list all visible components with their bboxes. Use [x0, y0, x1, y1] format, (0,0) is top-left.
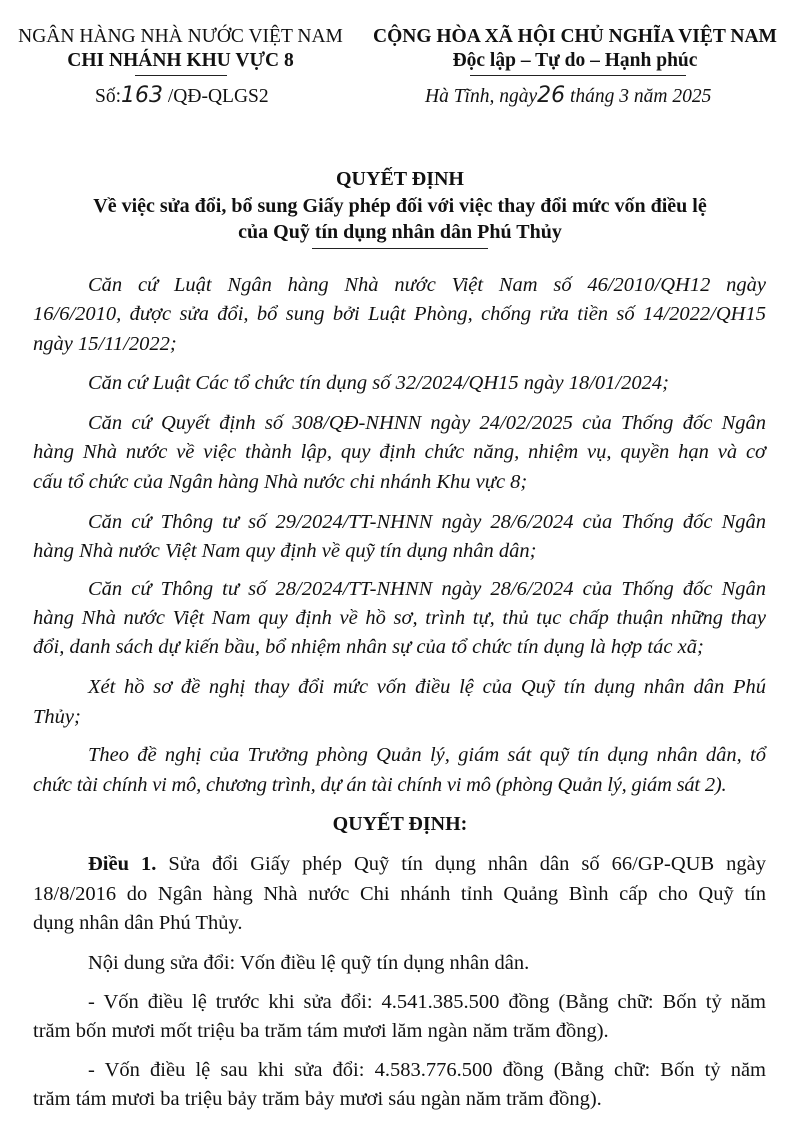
- basis-line: Thủy;: [33, 706, 81, 728]
- charter-capital-before-words: trăm bốn mươi mốt triệu ba trăm tám mươi lăm ngàn năm trăm đồng).: [33, 1020, 609, 1042]
- document-subject-line1: Về việc sửa đổi, bổ sung Giấy phép đối với việc thay đổi mức vốn điều lệ: [93, 195, 707, 217]
- basis-line: Căn cứ Thông tư số 29/2024/TT-NHNN ngày 28/6/2024 của Thống đốc Ngân: [88, 511, 766, 533]
- number-suffix: /QĐ-QLGS2: [167, 86, 269, 107]
- basis-line: Căn cứ Thông tư số 28/2024/TT-NHNN ngày 28/6/2024 của Thống đốc Ngân: [88, 578, 766, 600]
- date-prefix: Hà Tĩnh, ngày: [425, 86, 538, 107]
- article-1-line1: Điều 1. Sửa đổi Giấy phép Quỹ tín dụng nhân dân số 66/GP-QUB ngày: [88, 853, 767, 875]
- decision-heading: QUYẾT ĐỊNH:: [332, 813, 468, 835]
- motto-underline: [470, 75, 686, 76]
- basis-line: hàng Nhà nước về việc thành lập, quy định chức năng, nhiệm vụ, quyền hạn và cơ: [33, 441, 766, 463]
- basis-line: hàng Nhà nước Việt Nam quy định về hồ sơ, trình tự, thủ tục chấp thuận những thay: [33, 607, 766, 629]
- charter-capital-after-words: trăm tám mươi ba triệu bảy trăm bảy mươi sáu ngàn năm trăm đồng).: [33, 1088, 602, 1110]
- basis-line: Căn cứ Quyết định số 308/QĐ-NHNN ngày 24/02/2025 của Thống đốc Ngân: [88, 412, 766, 434]
- number-handwritten: 163: [121, 83, 164, 108]
- branch-underline: [135, 75, 227, 76]
- article-1-label: Điều 1.: [88, 853, 157, 875]
- nation-motto: Độc lập – Tự do – Hạnh phúc: [452, 50, 698, 71]
- issue-date: [425, 83, 711, 108]
- basis-line: Theo đề nghị của Trưởng phòng Quản lý, giám sát quỹ tín dụng nhân dân, tổ: [88, 744, 766, 766]
- date-day-handwritten: 26: [537, 83, 566, 108]
- basis-line: 16/6/2010, được sửa đổi, bổ sung bởi Luật Phòng, chống rửa tiền số 14/2022/QH15: [33, 303, 766, 325]
- amendment-content: Nội dung sửa đổi: Vốn điều lệ quỹ tín dụng nhân dân.: [88, 952, 530, 974]
- charter-capital-after: - Vốn điều lệ sau khi sửa đổi: 4.583.776.500 đồng (Bằng chữ: Bốn tỷ năm: [88, 1059, 766, 1081]
- basis-line: hàng Nhà nước Việt Nam quy định về quỹ tín dụng nhân dân;: [33, 540, 537, 562]
- basis-line: Căn cứ Luật Các tổ chức tín dụng số 32/2024/QH15 ngày 18/01/2024;: [88, 372, 669, 394]
- basis-line: chức tài chính vi mô, chương trình, dự án tài chính vi mô (phòng Quản lý, giám sát 2).: [33, 774, 727, 796]
- basis-line: Xét hồ sơ đề nghị thay đổi mức vốn điều lệ của Quỹ tín dụng nhân dân Phú: [88, 676, 766, 698]
- basis-line: ngày 15/11/2022;: [33, 333, 177, 355]
- document-subject-line2: của Quỹ tín dụng nhân dân Phú Thủy: [238, 221, 562, 243]
- subject-underline: [312, 248, 488, 249]
- document-number: [95, 83, 269, 108]
- issuing-branch: CHI NHÁNH KHU VỰC 8: [67, 50, 294, 71]
- issuing-agency: NGÂN HÀNG NHÀ NƯỚC VIỆT NAM: [18, 26, 343, 47]
- charter-capital-before: - Vốn điều lệ trước khi sửa đổi: 4.541.385.500 đồng (Bằng chữ: Bốn tỷ năm: [88, 991, 766, 1013]
- number-prefix: Số:: [95, 86, 122, 107]
- document-title: QUYẾT ĐỊNH: [336, 168, 464, 190]
- nation-title: CỘNG HÒA XÃ HỘI CHỦ NGHĨA VIỆT NAM: [373, 26, 777, 47]
- basis-line: đổi, danh sách dự kiến bầu, bổ nhiệm nhân sự của tổ chức tín dụng là hợp tác xã;: [33, 636, 704, 658]
- article-1-line2: 18/8/2016 do Ngân hàng Nhà nước Chi nhánh tỉnh Quảng Bình cấp cho Quỹ tín: [33, 883, 766, 905]
- date-suffix: tháng 3 năm 2025: [570, 86, 712, 107]
- basis-line: cấu tổ chức của Ngân hàng Nhà nước chi nhánh Khu vực 8;: [33, 471, 528, 493]
- article-1-line3: dụng nhân dân Phú Thủy.: [33, 912, 243, 934]
- basis-line: Căn cứ Luật Ngân hàng Nhà nước Việt Nam số 46/2010/QH12 ngày: [88, 274, 766, 296]
